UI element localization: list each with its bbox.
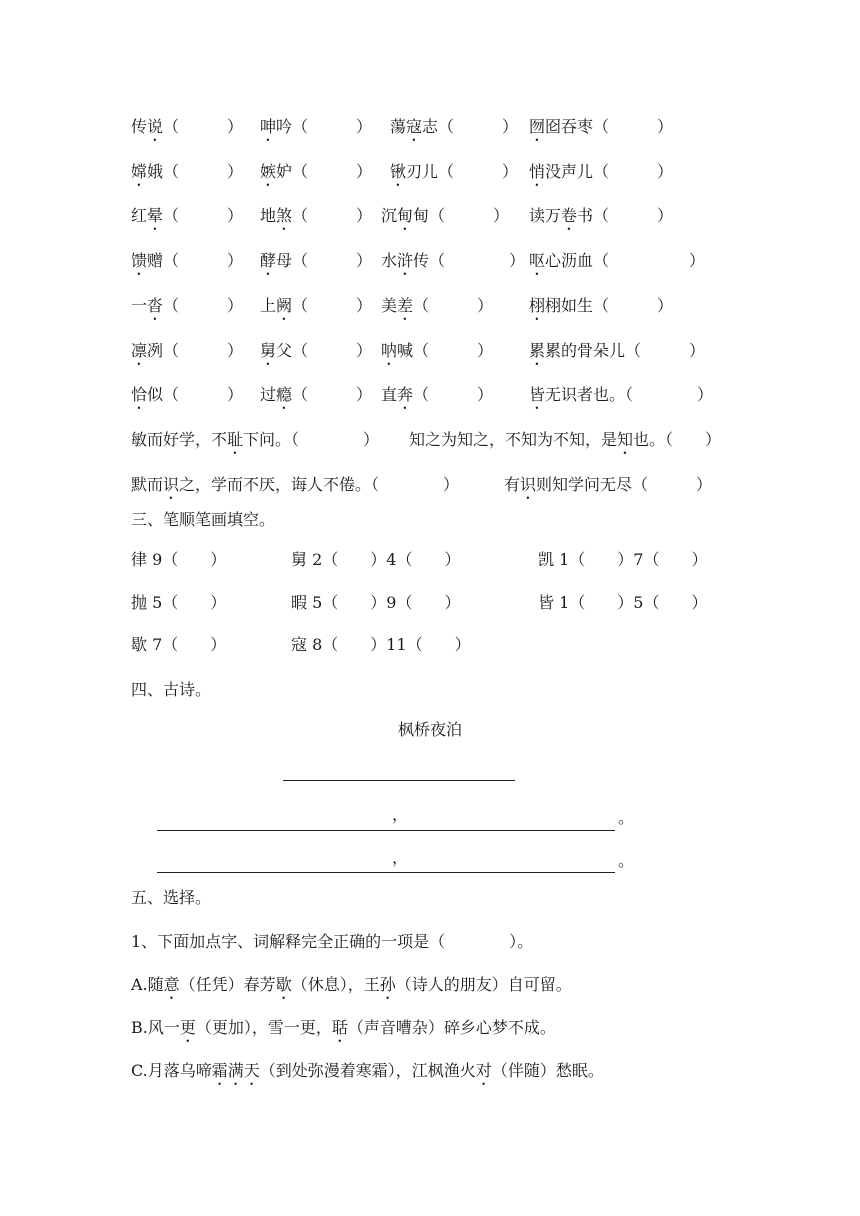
grid-item: 酵母（ ）: [260, 251, 373, 270]
poem-blank-line: [157, 872, 615, 873]
grid-item: 栩栩如生（ ）: [529, 296, 674, 315]
stroke-item: 律 9（ ）: [131, 550, 227, 569]
stroke-item: 抛 5（ ）: [131, 593, 227, 612]
stroke-item: 寇 8（ ）11（ ）: [291, 635, 471, 654]
grid-item: 累累的骨朵儿（ ）: [529, 341, 706, 360]
grid-item: 蕩寇志（ ）: [390, 117, 519, 136]
author-blank-line: [283, 780, 515, 781]
grid-item: 悄没声儿（ ）: [529, 162, 674, 181]
poem-period: 。: [618, 808, 635, 827]
option-b: B.风一更（更加），雪一更，聒（声音嘈杂）碎乡心梦不成。: [131, 1018, 556, 1037]
section-3-title: 三、笔顺笔画填空。: [131, 510, 276, 529]
grid-item: 恰似（ ）: [131, 385, 244, 404]
grid-item: 上阙（ ）: [260, 296, 373, 315]
grid-item: 过瘾（ ）: [260, 385, 373, 404]
grid-item: 呐喊（ ）: [381, 341, 494, 360]
grid-item: 皆无识者也。（ ）: [529, 385, 714, 404]
grid-item: 呻吟（ ）: [260, 117, 373, 136]
grid-item: 地煞（ ）: [260, 206, 373, 225]
grid-item: 舅父（ ）: [260, 341, 373, 360]
grid-item: 凛冽（ ）: [131, 341, 244, 360]
section-4-title: 四、古诗。: [131, 680, 212, 699]
poem-period: 。: [618, 851, 635, 870]
grid-item: 默而识之，学而不厌，诲人不倦。（ ）: [131, 475, 460, 494]
section-5-title: 五、选择。: [131, 888, 212, 907]
grid-item: 知之为知之，不知为不知，是知也。（ ）: [409, 430, 722, 449]
option-a: A.随意（任凭）春芳歇（休息），王孙（诗人的朋友）自可留。: [131, 975, 572, 994]
grid-item: 直奔（ ）: [381, 385, 494, 404]
grid-item: 红晕（ ）: [131, 206, 244, 225]
option-c: C.月落乌啼霜满天（到处弥漫着寒霜），江枫渔火对（伴随）愁眠。: [131, 1061, 604, 1080]
grid-item: 馈赠（ ）: [131, 251, 244, 270]
grid-item: 水浒传（ ）: [381, 251, 526, 270]
stroke-item: 歇 7（ ）: [131, 635, 227, 654]
grid-item: 有识则知学问无尽（ ）: [504, 475, 713, 494]
poem-title: 枫桥夜泊: [397, 720, 462, 739]
grid-item: 美差（ ）: [381, 296, 494, 315]
question-1: 1、下面加点字、词解释完全正确的一项是（ ）。: [131, 932, 534, 951]
grid-item: 敏而好学，不耻下问。（ ）: [131, 430, 380, 449]
poem-comma: ，: [392, 805, 409, 824]
poem-comma: ，: [392, 848, 409, 867]
stroke-item: 皆 1（ ）5（ ）: [538, 593, 708, 612]
grid-item: 沉甸甸（ ）: [381, 206, 510, 225]
stroke-item: 舅 2（ ）4（ ）: [291, 550, 461, 569]
grid-item: 呕心沥血（ ）: [529, 251, 706, 270]
stroke-item: 凯 1（ ）7（ ）: [538, 550, 708, 569]
grid-item: 嫉妒（ ）: [260, 162, 373, 181]
grid-item: 一沓（ ）: [131, 296, 244, 315]
grid-item: 囫囵吞枣（ ）: [529, 117, 674, 136]
grid-item: 读万卷书（ ）: [529, 206, 674, 225]
grid-item: 锹刃儿（ ）: [390, 162, 519, 181]
grid-item: 传说（ ）: [131, 117, 244, 136]
grid-item: 嫦娥（ ）: [131, 162, 244, 181]
poem-blank-line: [157, 830, 615, 831]
stroke-item: 暇 5（ ）9（ ）: [291, 593, 461, 612]
